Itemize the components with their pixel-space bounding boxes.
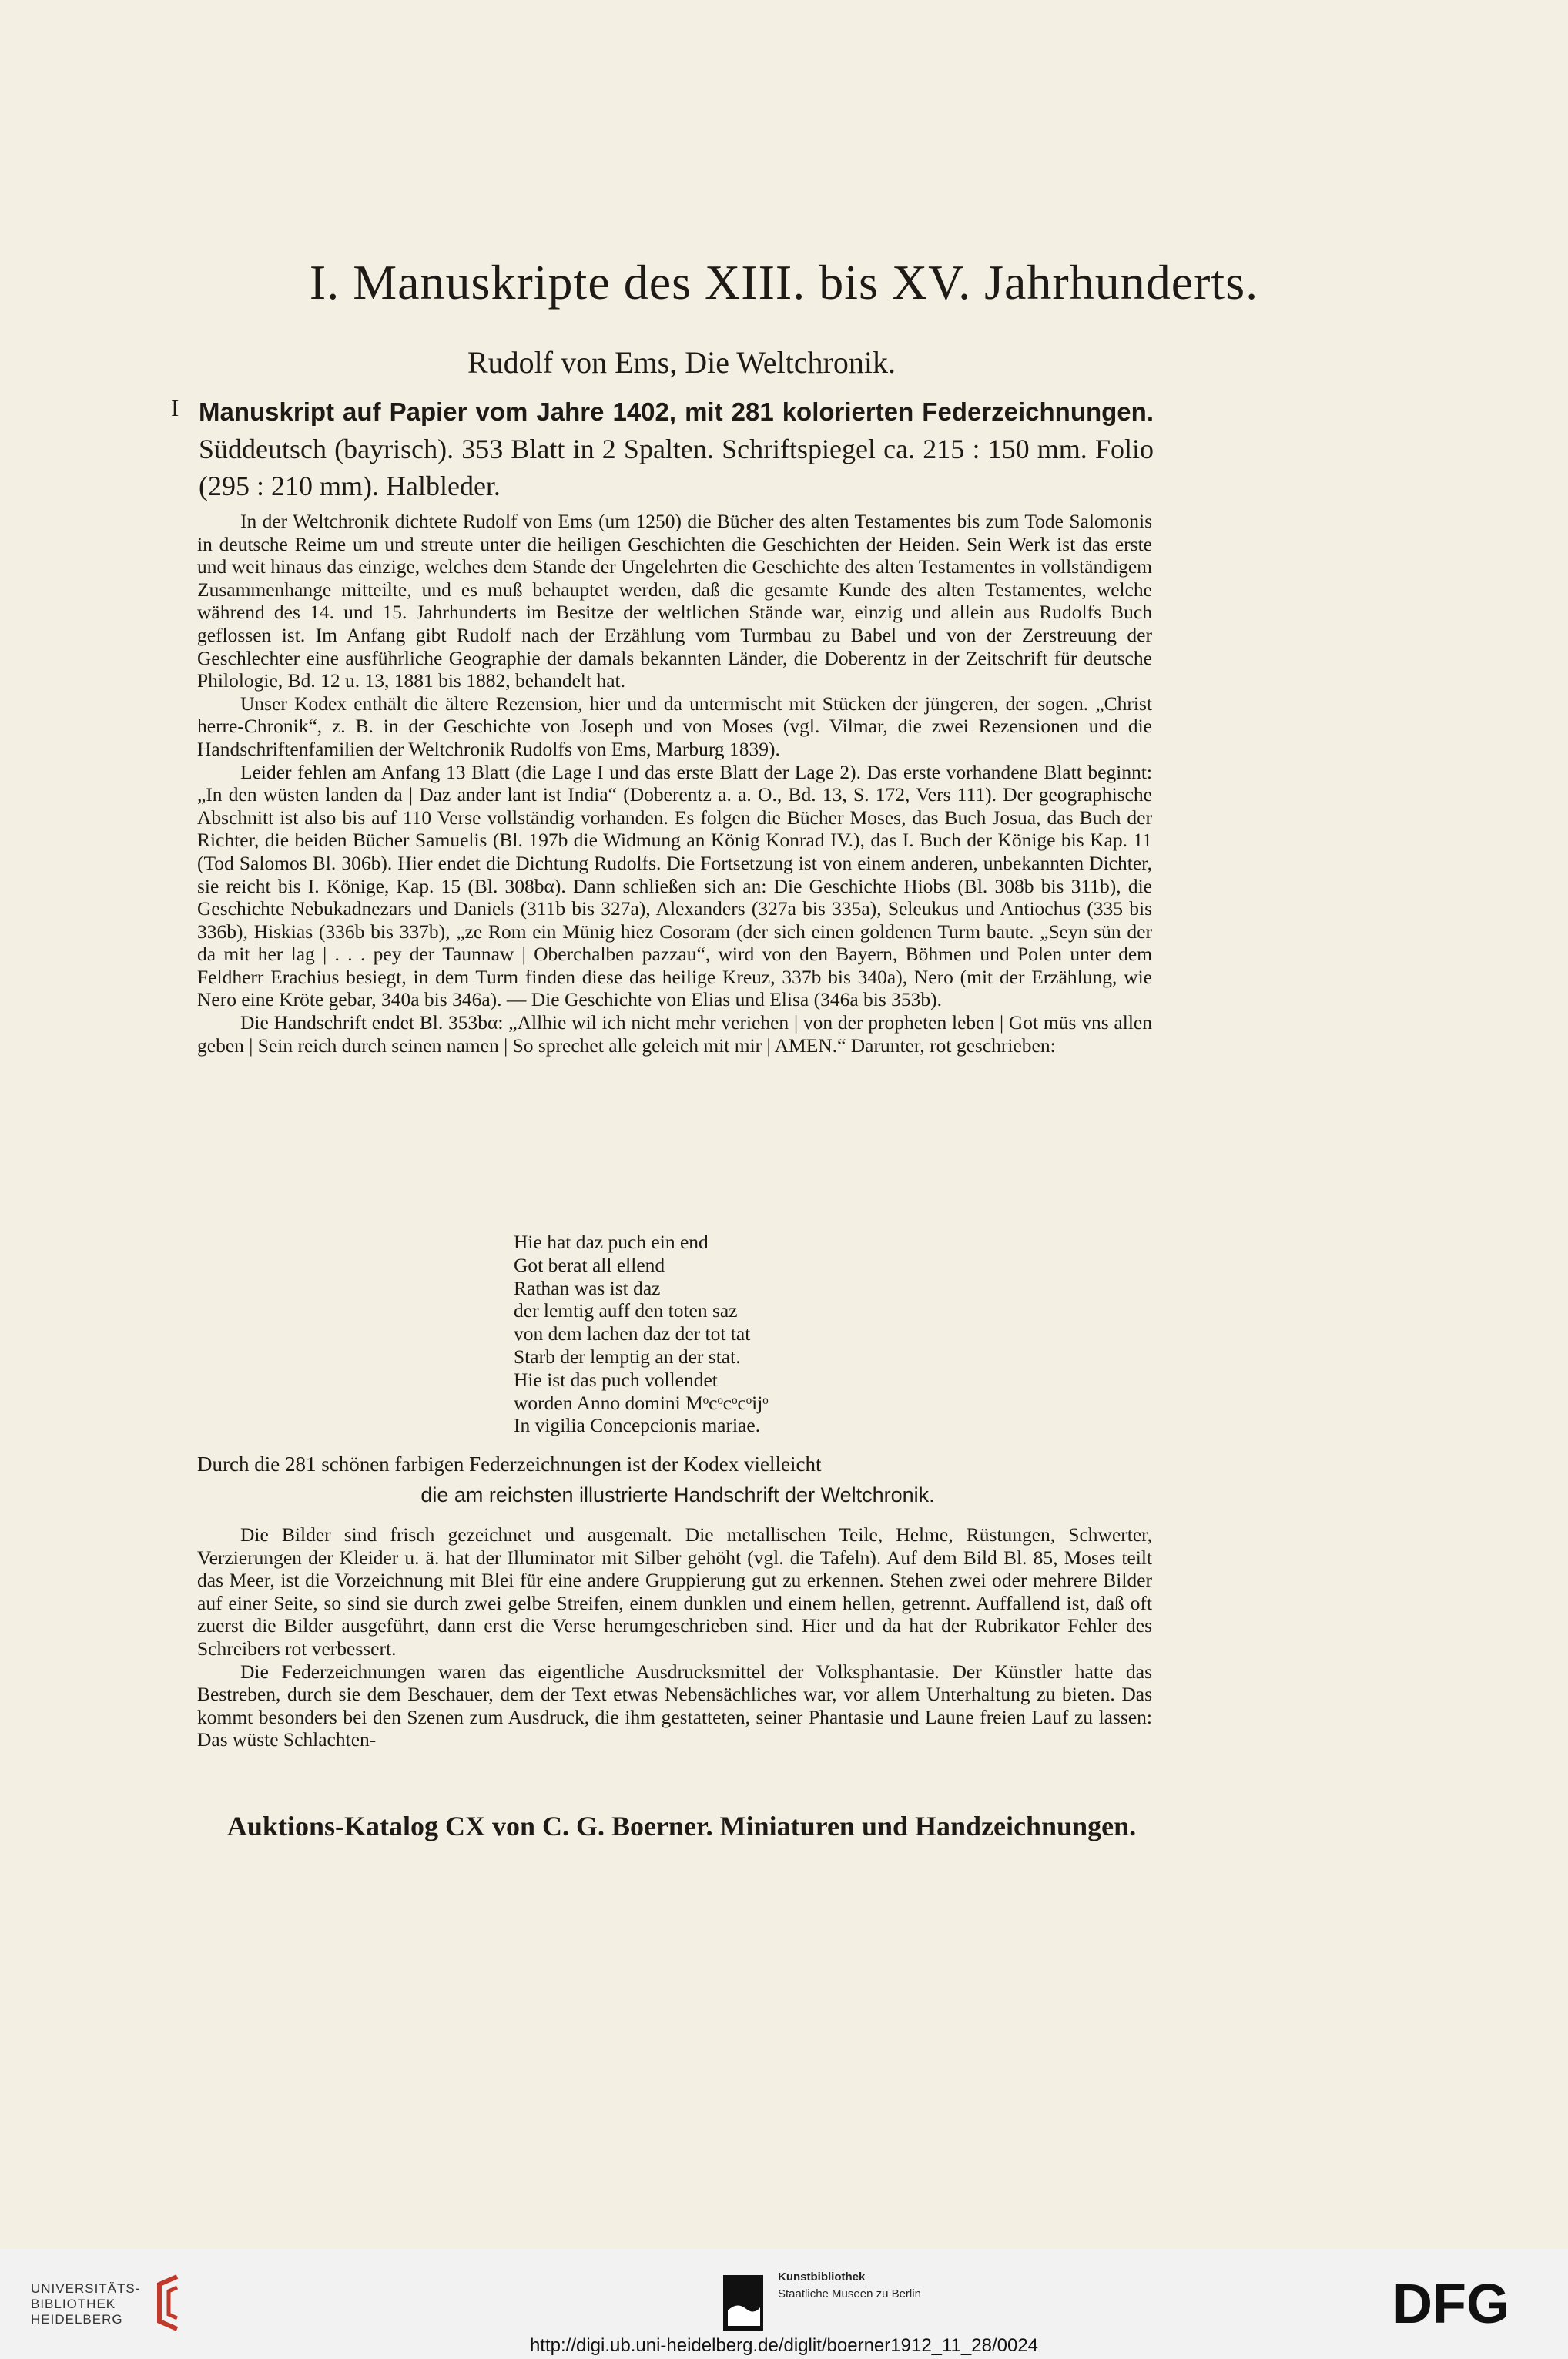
kunstbibliothek-logo-icon (720, 2272, 766, 2334)
section-subtitle: Rudolf von Ems, Die Weltchronik. (467, 345, 896, 380)
description-block-2 (197, 1523, 1152, 1751)
paragraph-4: Die Handschrift endet Bl. 353bα: „Allhie wil ich nicht mehr veriehen | von der propheten leben | Got müs vns allen geben | Sein reich durch seinen namen | So sprechet alle geleich mit mir | AMEN.“ Darunter, rot geschrieben: (197, 1011, 1152, 1057)
ub-heidelberg-label[interactable]: UNIVERSITÄTS- BIBLIOTHEK HEIDELBERG (31, 2281, 141, 2327)
intro-line: Durch die 281 schönen farbigen Federzeichnungen ist der Kodex vielleicht (197, 1453, 822, 1476)
paragraph-1: In der Weltchronik dichtete Rudolf von Ems (um 1250) die Bücher des alten Testamentes bis zum Tode Salomonis in deutsche Reime um und streute unter die heiligen Geschichten die Geschichten der Heiden. Sein Werk ist das erste und weit hinaus das einzige, welches dem Stande der Ungelehrten die Geschichte des alten Testamentes in vollständigem Zusammenhange mitteilte, und es muß behauptet werden, daß die gesamte Kunde des alten Testamentes, welche während des 14. und 15. Jahrhunderts im Besitze der weltlichen Stände war, einzig und allein aus Rudolfs Buch geflossen ist. Im Anfang gibt Rudolf nach der Erzählung vom Turmbau zu Babel und von der Zerstreuung der Geschlechter eine ausführliche Geographie der damals bekannten Länder, die Doberentz in der Zeitschrift für deutsche Philologie, Bd. 12 u. 13, 1881 bis 1882, behandelt hat. (197, 510, 1152, 692)
poem-line: Starb der lemptig an der stat. (514, 1345, 741, 1368)
permalink-url[interactable]: http://digi.ub.uni-heidelberg.de/diglit/boerner1912_11_28/0024 (529, 2335, 1039, 2356)
lot-heading (199, 393, 1154, 504)
lot-heading-bold: Manuskript auf Papier vom Jahre 1402, mit 281 kolorierten Federzeichnungen. (199, 397, 1154, 426)
description-block (197, 510, 1152, 1057)
dfg-logo-text: DFG (1392, 2277, 1509, 2331)
page-title: I. Manuskripte des XIII. bis XV. Jahrhunderts. (309, 255, 1259, 310)
poem-line: Rathan was ist daz (514, 1276, 661, 1299)
poem-line: der lemtig auff den toten saz (514, 1299, 738, 1322)
paragraph-2: Unser Kodex enthält die ältere Rezension, hier und da untermischt mit Stücken der jüngeren, der sogen. „Christ herre-Chronik“, z. B. in der Geschichte von Joseph und von Moses (vgl. Vilmar, die zwei Rezensionen und die Handschriftenfamilien der Weltchronik Rudolfs von Ems, Marburg 1839). (197, 692, 1152, 760)
kunstbibliothek-label[interactable]: Kunstbibliothek Staatliche Museen zu Berlin (778, 2270, 921, 2300)
poem-line: von dem lachen daz der tot tat (514, 1322, 751, 1345)
colophon-poem (514, 1231, 769, 1437)
poem-line: Hie ist das puch vollendet (514, 1368, 718, 1391)
digitization-bar (0, 2249, 1568, 2359)
poem-line: Got berat all ellend (514, 1253, 665, 1276)
paragraph-3: Leider fehlen am Anfang 13 Blatt (die Lage I und das erste Blatt der Lage 2). Das erste vorhandene Blatt beginnt: „In den wüsten landen da | Daz ander lant ist India“ (Doberentz a. a. O., Bd. 13, S. 172, Vers 111). Der geographische Abschnitt ist also bis auf 110 Verse vollständig vorhanden. Es folgen die Bücher Moses, das Buch Josua, das Buch der Richter, die beiden Bücher Samuelis (Bl. 197b die Widmung an König Konrad IV.), das I. Buch der Könige bis Kap. 11 (Tod Salomos Bl. 306b). Hier endet die Dichtung Rudolfs. Die Fortsetzung ist von einem anderen, unbekannten Dichter, sie reicht bis I. Könige, Kap. 15 (Bl. 308bα). Dann schließen sich an: Die Geschichte Hiobs (Bl. 308b bis 311b), die Geschichte Nebukadnezars und Daniels (311b bis 327a), Alexanders (327a bis 335a), Seleukus und Antiochus (335 bis 336b), Hiskias (336b bis 337b), „ze Rom ein Münig hiez Cosoram (der sich einen goldenen Turm baute. „Seyn sün der da mit her lag | . . . pey der Taunnaw | Oberchalben pazzau“, wird von den Bayern, Böhmen und Polen unter dem Feldherr Erachius besiegt, in dem Turm finden diese das heilige Kreuz, 337b bis 340a), Nero (mit der Erzählung, wie Nero eine Kröte gebar, 340a bis 346a). — Die Geschichte von Elias und Elisa (346a bis 353b). (197, 760, 1152, 1011)
poem-line: worden Anno domini Mᵒcᵒcᵒcᵒijᵒ (514, 1391, 769, 1414)
lot-number: I (171, 394, 179, 421)
poem-line: Hie hat daz puch ein end (514, 1231, 709, 1253)
highlight-line: die am reichsten illustrierte Handschrift der Weltchronik. (420, 1483, 935, 1506)
poem-line: In vigilia Concepcionis mariae. (514, 1414, 761, 1437)
paragraph-6: Die Federzeichnungen waren das eigentliche Ausdrucksmittel der Volksphantasie. Der Künstler hatte das Bestreben, durch sie dem Beschauer, dem der Text etwas Nebensächliches war, vor allem Unterhaltung zu bieten. Das kommt besonders bei den Szenen zum Ausdruck, die ihm gestatteten, seiner Phantasie und Laune freien Lauf zu lassen: Das wüste Schlachten- (197, 1660, 1152, 1751)
lot-heading-details: Süddeutsch (bayrisch). 353 Blatt in 2 Spalten. Schriftspiegel ca. 215 : 150 mm. Folio (295 : 210 mm). Halbleder. (199, 434, 1154, 501)
paragraph-5: Die Bilder sind frisch gezeichnet und ausgemalt. Die metallischen Teile, Helme, Rüstungen, Schwerter, Verzierungen der Kleider u. ä. hat der Illuminator mit Silber gehöht (vgl. die Tafeln). Auf dem Bild Bl. 85, Moses teilt das Meer, ist die Vorzeichnung mit Blei für eine andere Gruppierung gut zu erkennen. Stehen zwei oder mehrere Bilder auf einer Seite, so sind sie durch zwei gelbe Streifen, einem dunklen und einem hellen, getrennt. Auffallend ist, daß oft zuerst die Bilder ausgeführt, dann erst die Verse herumgeschrieben sind. Hier und da hat der Rubrikator Fehler des Schreibers rot verbessert. (197, 1523, 1152, 1660)
ub-logo-icon (142, 2272, 196, 2334)
catalog-footer: Auktions-Katalog CX von C. G. Boerner. Miniaturen und Handzeichnungen. (226, 1811, 1137, 1841)
dfg-logo[interactable] (1392, 2277, 1546, 2331)
